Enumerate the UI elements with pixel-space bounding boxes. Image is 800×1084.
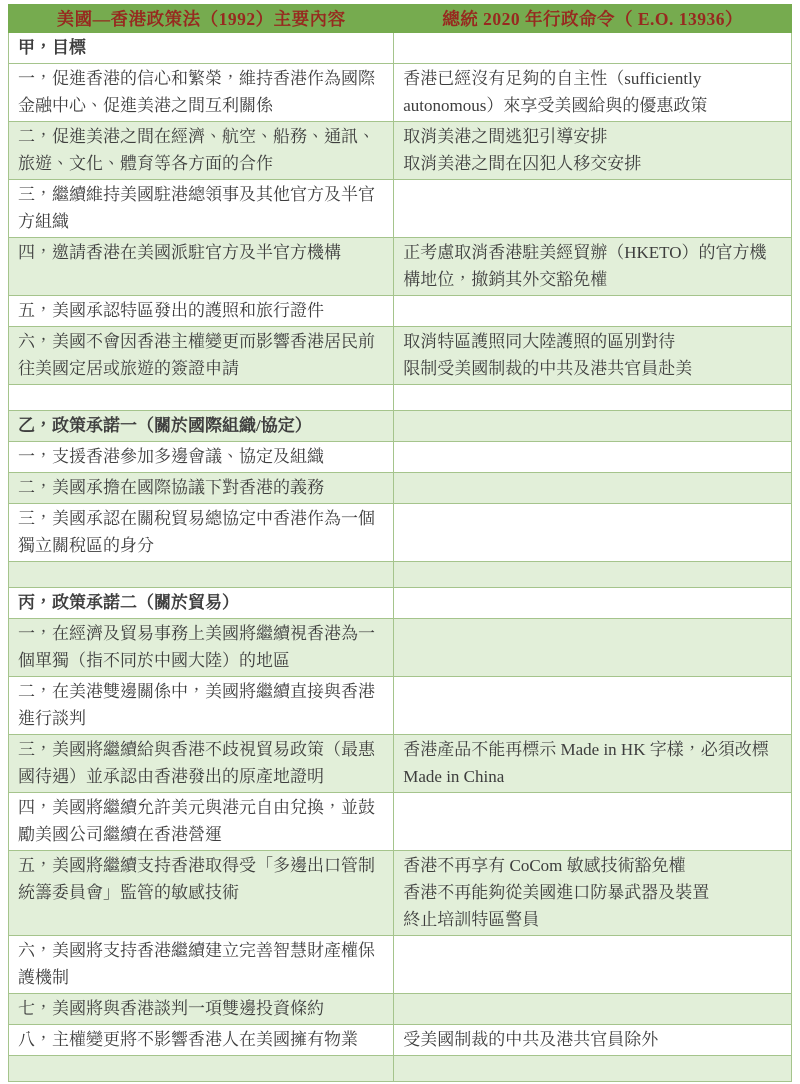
cell-executive-order [394,677,792,735]
cell-executive-order [394,588,792,619]
cell-executive-order [394,473,792,504]
cell-executive-order [394,504,792,562]
cell-executive-order [394,793,792,851]
spacer-row [9,385,792,411]
table-row [9,619,792,677]
cell-paragraph: 香港產品不能再標示 Made in HK 字樣，必須改標 Made in China [403,740,769,786]
spacer-row [9,562,792,588]
cell-executive-order [394,562,792,588]
table-row [9,793,792,851]
table-row [9,296,792,327]
cell-policy-act: 一，支援香港參加多邊會議、協定及組織 [9,442,394,473]
table-body [9,33,792,1082]
table-row [9,936,792,994]
cell-paragraph: 取消美港之間在囚犯人移交安排 [403,154,642,173]
cell-policy-act: 一，在經濟及貿易事務上美國將繼續視香港為一個單獨（指不同於中國大陸）的地區 [9,619,394,677]
cell-executive-order [394,238,792,296]
cell-executive-order [394,1056,792,1082]
cell-paragraph: 香港不再享有 CoCom 敏感技術豁免權 [403,856,686,875]
cell-executive-order [394,936,792,994]
cell-paragraph: 限制受美國制裁的中共及港共官員赴美 [403,359,693,378]
table-row [9,442,792,473]
table-row [9,238,792,296]
cell-executive-order [394,411,792,442]
cell-policy-act: 六，美國將支持香港繼續建立完善智慧財產權保護機制 [9,936,394,994]
section-header-row [9,411,792,442]
cell-executive-order [394,851,792,936]
cell-policy-act: 一，促進香港的信心和繁榮，維持香港作為國際金融中心、促進美港之間互利關係 [9,64,394,122]
section-header-row [9,588,792,619]
table-row [9,504,792,562]
cell-policy-act: 甲，目標 [9,33,394,64]
cell-executive-order [394,180,792,238]
section-header-row [9,33,792,64]
cell-policy-act: 乙，政策承諾一（關於國際組織/協定） [9,411,394,442]
table-row [9,180,792,238]
table-row [9,122,792,180]
cell-policy-act: 三，美國將繼續給與香港不歧視貿易政策（最惠國待遇）並承認由香港發出的原產地證明 [9,735,394,793]
cell-policy-act [9,385,394,411]
cell-policy-act: 七，美國將與香港談判一項雙邊投資條約 [9,994,394,1025]
cell-paragraph: 取消美港之間逃犯引導安排 [403,127,608,146]
cell-paragraph: 香港不再能夠從美國進口防暴武器及裝置 [403,883,710,902]
cell-policy-act: 五，美國將繼續支持香港取得受「多邊出口管制統籌委員會」監管的敏感技術 [9,851,394,936]
table-row [9,851,792,936]
cell-policy-act: 六，美國不會因香港主權變更而影響香港居民前往美國定居或旅遊的簽證申請 [9,327,394,385]
cell-policy-act: 二，在美港雙邊關係中，美國將繼續直接與香港進行談判 [9,677,394,735]
table-row [9,327,792,385]
policy-comparison-table [8,4,792,1082]
cell-executive-order [394,385,792,411]
cell-executive-order [394,122,792,180]
cell-policy-act: 三，美國承認在關稅貿易總協定中香港作為一個獨立關稅區的身分 [9,504,394,562]
cell-executive-order [394,735,792,793]
cell-policy-act: 四，邀請香港在美國派駐官方及半官方機構 [9,238,394,296]
cell-executive-order [394,619,792,677]
table-row [9,677,792,735]
column-header-executive-order: 總統 2020 年行政命令（ E.O. 13936） [394,5,792,33]
cell-executive-order [394,64,792,122]
cell-executive-order [394,994,792,1025]
cell-policy-act: 八，主權變更將不影響香港人在美國擁有物業 [9,1025,394,1056]
cell-paragraph: 正考慮取消香港駐美經貿辦（HKETO）的官方機構地位，撤銷其外交豁免權 [403,243,767,289]
cell-policy-act: 丙，政策承諾二（關於貿易） [9,588,394,619]
cell-executive-order [394,442,792,473]
table-row [9,64,792,122]
cell-policy-act: 二，美國承擔在國際協議下對香港的義務 [9,473,394,504]
header-row [9,5,792,33]
table-row [9,473,792,504]
cell-executive-order [394,33,792,64]
cell-policy-act [9,1056,394,1082]
cell-policy-act: 二，促進美港之間在經濟、航空、船務、通訊、旅遊、文化、體育等各方面的合作 [9,122,394,180]
table-row [9,735,792,793]
table-row [9,1025,792,1056]
cell-paragraph: 終止培訓特區警員 [403,910,540,929]
table-row [9,994,792,1025]
cell-executive-order [394,296,792,327]
cell-policy-act: 五，美國承認特區發出的護照和旅行證件 [9,296,394,327]
spacer-row [9,1056,792,1082]
cell-policy-act [9,562,394,588]
cell-executive-order [394,1025,792,1056]
cell-policy-act: 三，繼續維持美國駐港總領事及其他官方及半官方組織 [9,180,394,238]
cell-executive-order [394,327,792,385]
column-header-policy-act: 美國—香港政策法（1992）主要內容 [9,5,394,33]
cell-paragraph: 取消特區護照同大陸護照的區別對待 [403,332,676,351]
cell-paragraph: 受美國制裁的中共及港共官員除外 [403,1030,659,1049]
cell-paragraph: 香港已經沒有足夠的自主性（sufficiently autonomous）來享受美國給與的優惠政策 [403,69,708,115]
cell-policy-act: 四，美國將繼續允許美元與港元自由兌換，並鼓勵美國公司繼續在香港營運 [9,793,394,851]
